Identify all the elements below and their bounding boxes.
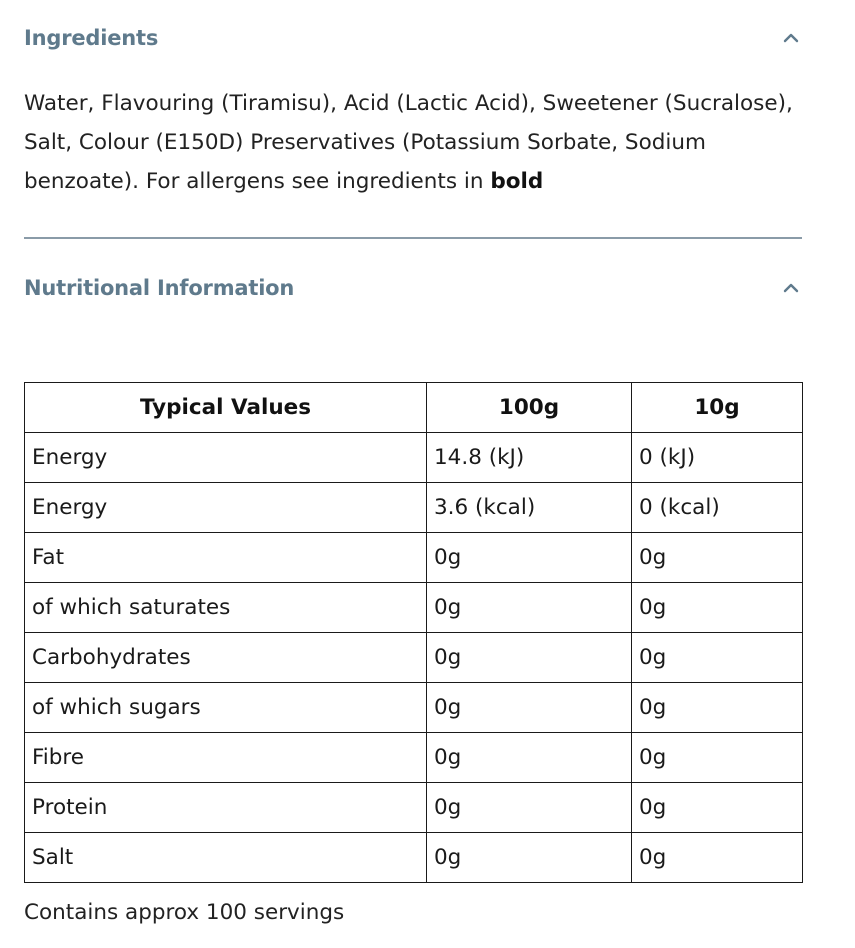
- nutrient-name: Energy: [25, 433, 427, 483]
- table-row: [25, 583, 803, 633]
- nutrient-name: of which saturates: [25, 583, 427, 633]
- table-row: [25, 683, 803, 733]
- nutrient-name: Fat: [25, 533, 427, 583]
- value-10g: 0 (kcal): [632, 483, 803, 533]
- header-10g: 10g: [632, 383, 803, 433]
- value-100g: 0g: [427, 783, 632, 833]
- table-row: [25, 833, 803, 883]
- ingredients-bold-word: bold: [490, 169, 544, 194]
- value-10g: 0g: [632, 683, 803, 733]
- nutrient-name: Carbohydrates: [25, 633, 427, 683]
- servings-note: Contains approx 100 servings: [24, 900, 345, 925]
- table-header-row: [25, 383, 803, 433]
- value-10g: 0g: [632, 733, 803, 783]
- chevron-up-icon[interactable]: [780, 27, 802, 49]
- table-row: [25, 733, 803, 783]
- table-row: [25, 433, 803, 483]
- value-10g: 0g: [632, 533, 803, 583]
- nutrient-name: Protein: [25, 783, 427, 833]
- value-100g: 0g: [427, 833, 632, 883]
- value-100g: 3.6 (kcal): [427, 483, 632, 533]
- table-row: [25, 783, 803, 833]
- table-row: [25, 483, 803, 533]
- ingredients-list: Water, Flavouring (Tiramisu), Acid (Lactic Acid), Sweetener (Sucralose), Salt, Colour (E150D) Preservatives (Potassium Sorbate, Sodium benzoate). For allergens see ingredients in: [24, 91, 793, 194]
- value-100g: 0g: [427, 533, 632, 583]
- value-10g: 0g: [632, 633, 803, 683]
- nutrition-accordion-header[interactable]: [24, 268, 802, 308]
- value-100g: 14.8 (kJ): [427, 433, 632, 483]
- value-10g: 0g: [632, 783, 803, 833]
- section-divider: [24, 237, 802, 239]
- nutrient-name: Fibre: [25, 733, 427, 783]
- chevron-up-icon[interactable]: [780, 277, 802, 299]
- value-100g: 0g: [427, 633, 632, 683]
- table-row: [25, 633, 803, 683]
- nutrient-name: Salt: [25, 833, 427, 883]
- value-10g: 0 (kJ): [632, 433, 803, 483]
- table-row: [25, 533, 803, 583]
- ingredients-accordion-header[interactable]: [24, 18, 802, 58]
- value-10g: 0g: [632, 833, 803, 883]
- ingredients-title: Ingredients: [24, 26, 159, 50]
- ingredients-text: [24, 84, 814, 201]
- nutrient-name: of which sugars: [25, 683, 427, 733]
- header-100g: 100g: [427, 383, 632, 433]
- nutrient-name: Energy: [25, 483, 427, 533]
- nutrition-table: [24, 382, 803, 883]
- value-100g: 0g: [427, 683, 632, 733]
- value-100g: 0g: [427, 733, 632, 783]
- value-100g: 0g: [427, 583, 632, 633]
- header-typical-values: Typical Values: [25, 383, 427, 433]
- nutrition-title: Nutritional Information: [24, 276, 295, 300]
- value-10g: 0g: [632, 583, 803, 633]
